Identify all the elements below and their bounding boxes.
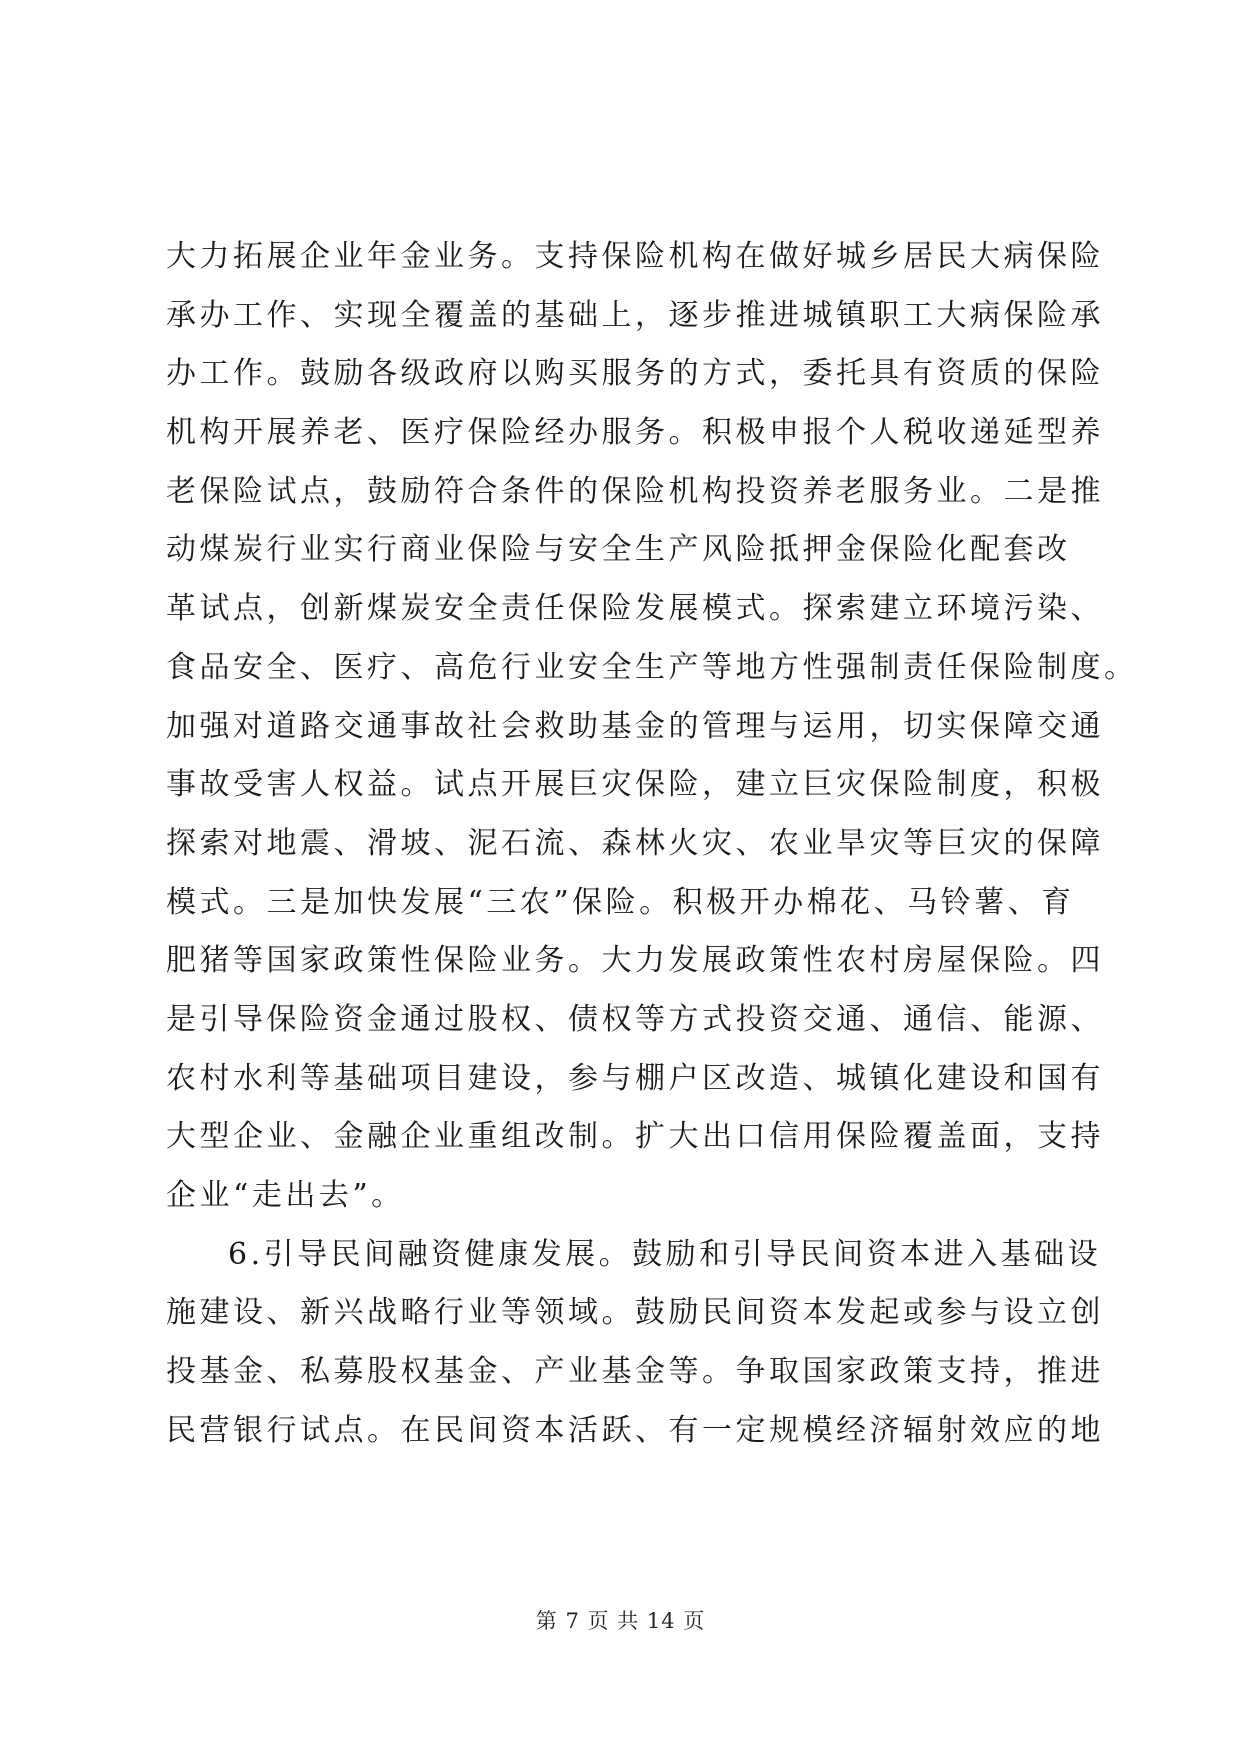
section-heading-line: 6.引导民间融资健康发展。鼓励和引导民间资本进入基础设 [228, 1236, 1102, 1272]
text-line: 食品安全、医疗、高危行业安全生产等地方性强制责任保险制度。 [166, 649, 1138, 685]
text-line: 加强对道路交通事故社会救助基金的管理与运用，切实保障交通 [166, 708, 1104, 744]
text-line: 大力拓展企业年金业务。支持保险机构在做好城乡居民大病保险 [166, 239, 1104, 274]
text-line: 办工作。鼓励各级政府以购买服务的方式，委托具有资质的保险 [166, 356, 1104, 392]
text-line: 是引导保险资金通过股权、债权等方式投资交通、通信、能源、 [166, 1001, 1104, 1037]
text-line: 施建设、新兴战略行业等领域。鼓励民间资本发起或参与设立创 [166, 1295, 1104, 1331]
body-text [166, 228, 1138, 1460]
text-line: 民营银行试点。在民间资本活跃、有一定规模经济辐射效应的地 [166, 1412, 1104, 1448]
text-line: 承办工作、实现全覆盖的基础上，逐步推进城镇职工大病保险承 [166, 297, 1104, 333]
page-number-footer: 第 7 页 共 14 页 [535, 1609, 706, 1633]
text-line: 投基金、私募股权基金、产业基金等。争取国家政策支持，推进 [166, 1354, 1104, 1390]
text-line: 动煤炭行业实行商业保险与安全生产风险抵押金保险化配套改 [166, 532, 1071, 568]
text-line: 探索对地震、滑坡、泥石流、森林火灾、农业旱灾等巨灾的保障 [166, 825, 1104, 861]
text-line: 事故受害人权益。试点开展巨灾保险，建立巨灾保险制度，积极 [166, 767, 1104, 803]
text-line: 农村水利等基础项目建设，参与棚户区改造、城镇化建设和国有 [166, 1060, 1104, 1096]
text-line: 模式。三是加快发展“三农”保险。积极开办棉花、马铃薯、育 [166, 884, 1075, 920]
text-line: 肥猪等国家政策性保险业务。大力发展政策性农村房屋保险。四 [166, 943, 1104, 979]
text-line: 机构开展养老、医疗保险经办服务。积极申报个人税收递延型养 [166, 415, 1104, 451]
text-line: 老保险试点，鼓励符合条件的保险机构投资养老服务业。二是推 [166, 473, 1104, 509]
text-line: 大型企业、金融企业重组改制。扩大出口信用保险覆盖面，支持 [166, 1119, 1104, 1155]
text-line: 革试点，创新煤炭安全责任保险发展模式。探索建立环境污染、 [166, 591, 1104, 627]
text-line: 企业“走出去”。 [166, 1178, 405, 1213]
